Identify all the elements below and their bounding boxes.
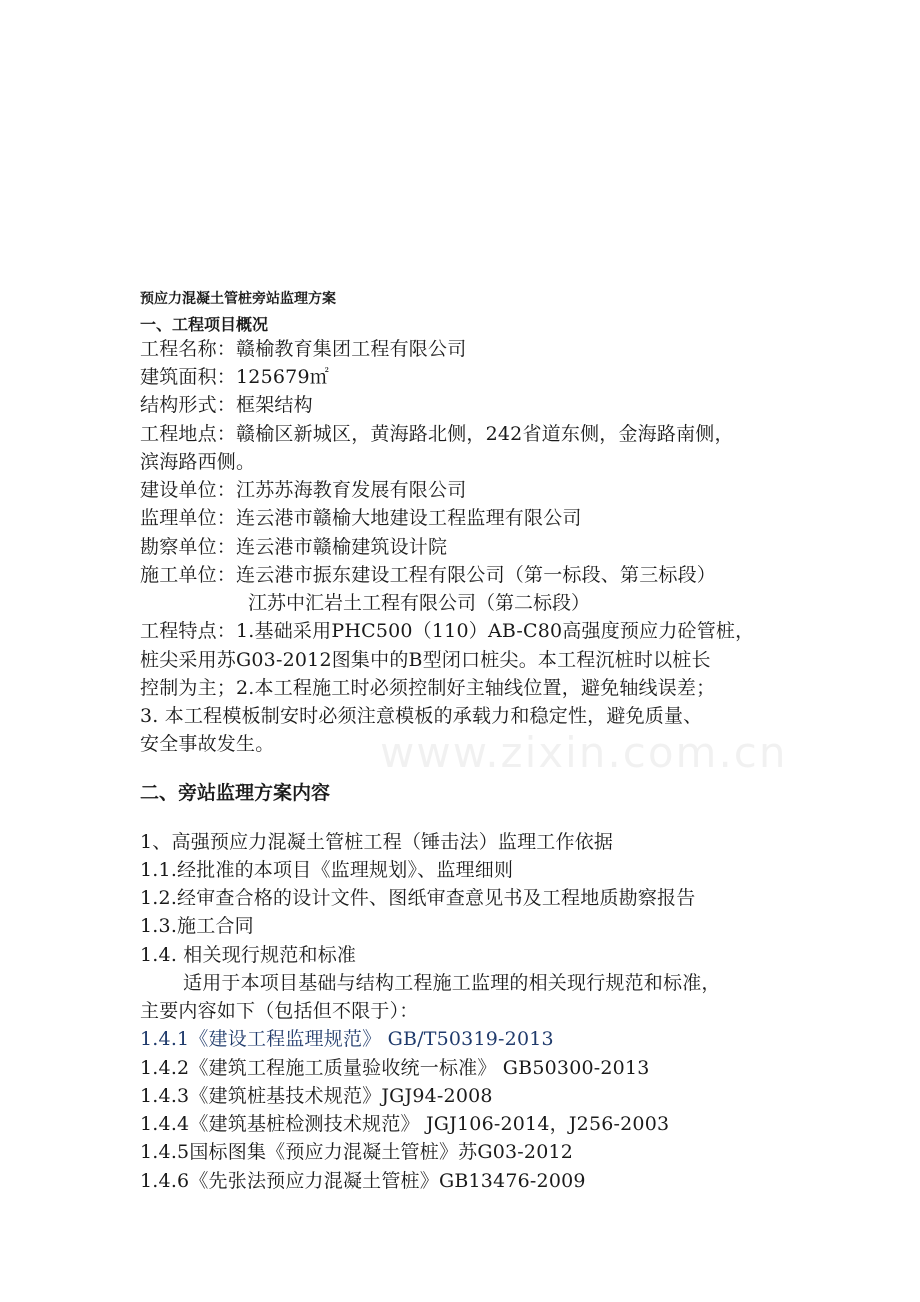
standard-item-1: 1.4.1《建设工程监理规范》 GB/T50319-2013 xyxy=(140,1028,554,1050)
standard-item-4: 1.4.4《建筑基桩检测技术规范》 JGJ106-2014，J256-2003 xyxy=(140,1113,670,1135)
building-area xyxy=(140,362,329,389)
standard-item-2: 1.4.2《建筑工程施工质量验收统一标准》 GB50300-2013 xyxy=(140,1057,650,1079)
standards-intro-line-2: 主要内容如下（包括但不限于）： xyxy=(140,1000,419,1022)
section-heading-2: 二、旁站监理方案内容 xyxy=(140,782,331,804)
features-line-5: 安全事故发生。 xyxy=(140,733,275,755)
features-line-1: 工程特点：1.基础采用PHC500（110）AB-C80高强度预应力砼管桩， xyxy=(140,620,755,642)
basis-item-1-2: 1.2.经审查合格的设计文件、图纸审查意见书及工程地质勘察报告 xyxy=(140,887,696,909)
building-area-text: 建筑面积：125679㎡ xyxy=(140,366,329,388)
standard-item-5: 1.4.5国标图集《预应力混凝土管桩》苏G03-2012 xyxy=(140,1141,574,1163)
section-heading-1: 一、工程项目概况 xyxy=(140,315,269,334)
contractor-line-1: 施工单位：连云港市振东建设工程有限公司（第一标段、第三标段） xyxy=(140,564,717,586)
basis-item-1: 1、高强预应力混凝土管桩工程（锤击法）监理工作依据 xyxy=(140,831,614,853)
features-line-4: 3. 本工程模板制安时必须注意模板的承载力和稳定性，避免质量、 xyxy=(140,705,703,727)
client-unit: 建设单位：江苏苏海教育发展有限公司 xyxy=(140,479,467,501)
structure-type: 结构形式：框架结构 xyxy=(140,394,313,416)
standards-intro-line-1: 适用于本项目基础与结构工程施工监理的相关现行规范和标准， xyxy=(183,972,721,994)
features-line-3: 控制为主；2.本工程施工时必须控制好主轴线位置，避免轴线误差； xyxy=(140,677,716,699)
basis-item-1-4: 1.4. 相关现行规范和标准 xyxy=(140,944,357,966)
location-line-1: 工程地点：赣榆区新城区，黄海路北侧，242省道东侧，金海路南侧， xyxy=(140,423,734,445)
basis-item-1-3: 1.3.施工合同 xyxy=(140,915,254,937)
supervisor-unit: 监理单位：连云港市赣榆大地建设工程监理有限公司 xyxy=(140,507,582,529)
features-line-2: 桩尖采用苏G03-2012图集中的B型闭口桩尖。本工程沉桩时以桩长 xyxy=(140,649,711,671)
document-title: 预应力混凝土管桩旁站监理方案 xyxy=(140,291,336,307)
project-name: 工程名称：赣榆教育集团工程有限公司 xyxy=(140,338,467,360)
location-line-2: 滨海路西侧。 xyxy=(140,451,256,473)
watermark: www.zixin.com.cn xyxy=(380,728,788,777)
standard-item-3: 1.4.3《建筑桩基技术规范》JGJ94-2008 xyxy=(140,1085,493,1107)
standard-item-6: 1.4.6《先张法预应力混凝土管桩》GB13476-2009 xyxy=(140,1170,586,1192)
contractor-line-2: 江苏中汇岩土工程有限公司（第二标段） xyxy=(248,592,591,614)
survey-unit: 勘察单位：连云港市赣榆建筑设计院 xyxy=(140,536,448,558)
basis-item-1-1: 1.1.经批准的本项目《监理规划》、监理细则 xyxy=(140,859,514,881)
